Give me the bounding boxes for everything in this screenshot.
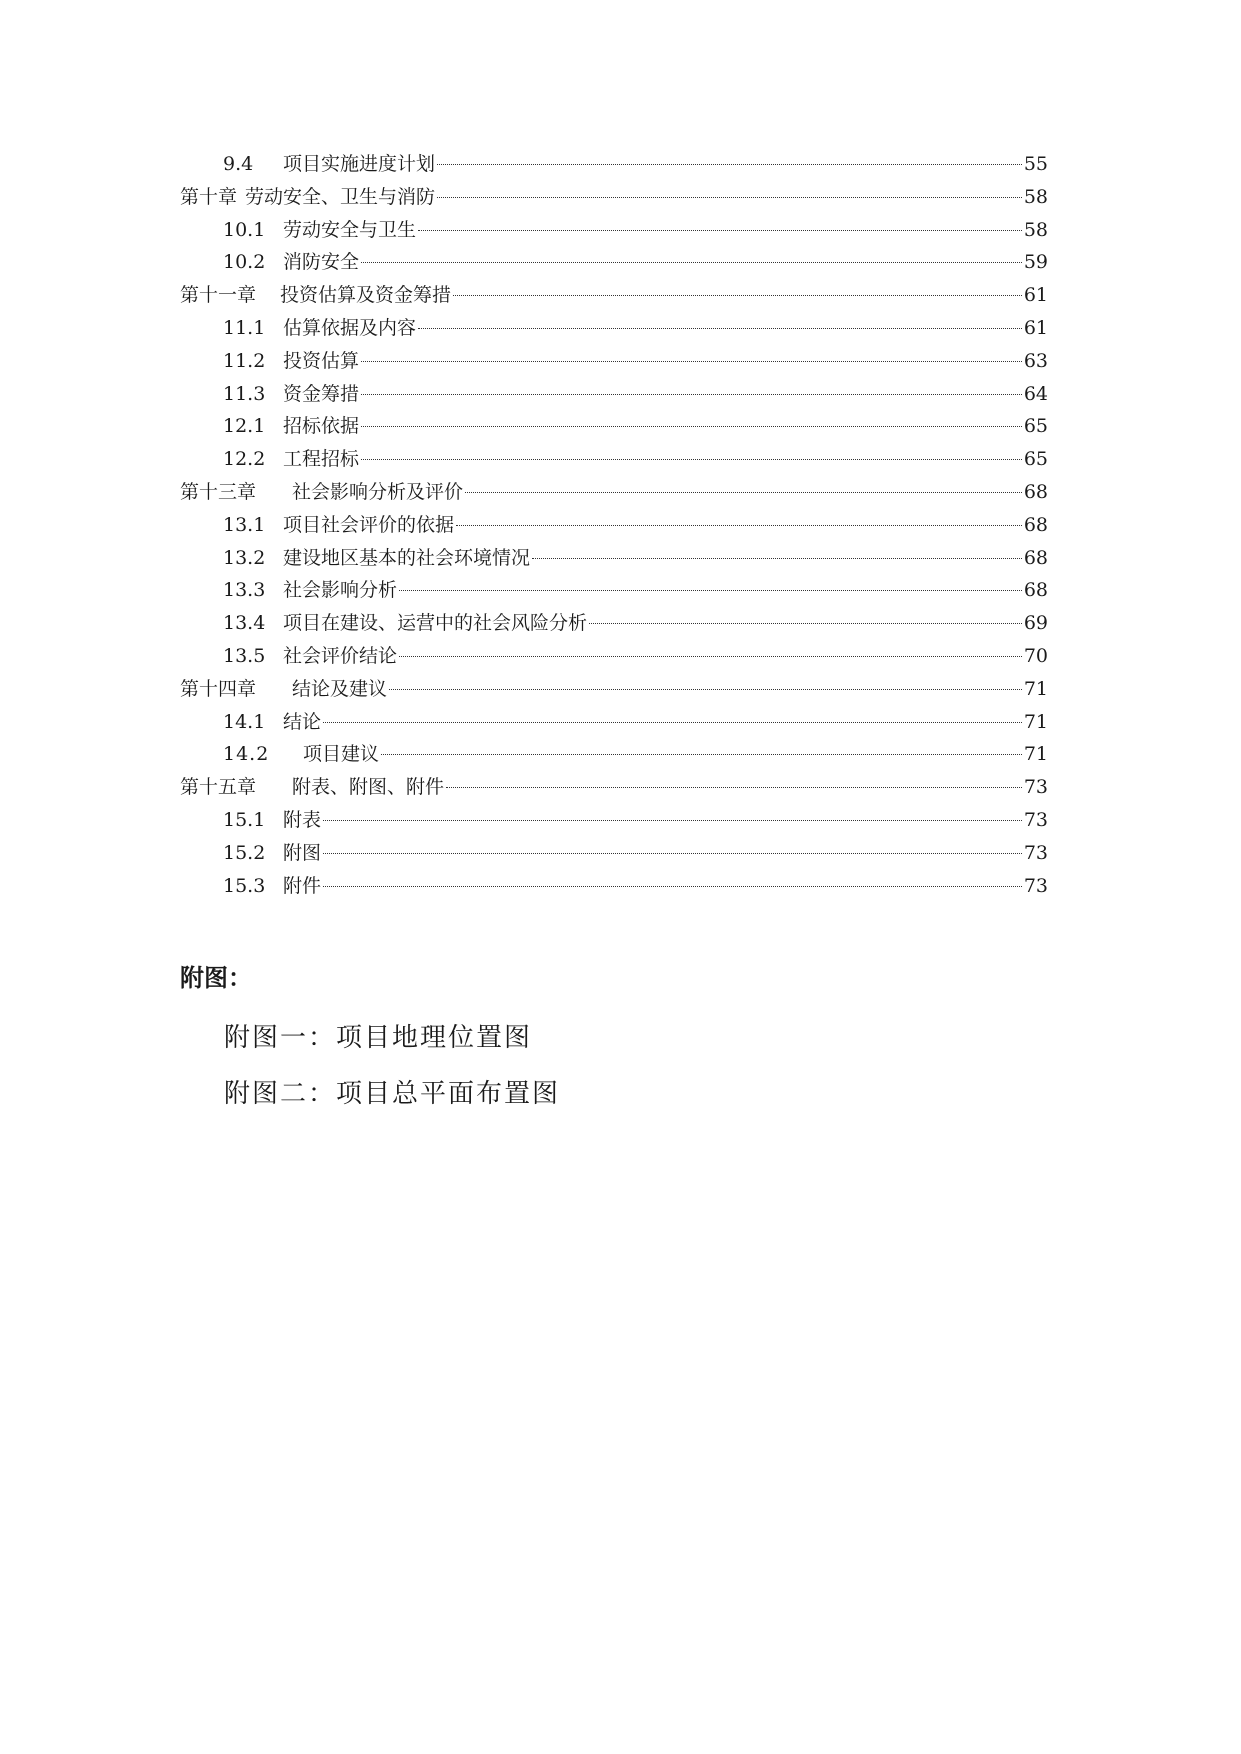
toc-entry-number: 13.4 <box>223 612 266 635</box>
toc-entry-page: 58 <box>1023 218 1048 241</box>
toc-entry-page: 68 <box>1023 480 1048 503</box>
toc-entry-number: 第十一章 <box>180 284 257 307</box>
toc-dot-leader <box>361 262 1022 263</box>
toc-dot-leader <box>437 197 1022 198</box>
toc-entry[interactable] <box>180 738 1048 771</box>
toc-entry-title: 资金筹措 <box>283 382 360 405</box>
toc-entry-title: 项目实施进度计划 <box>283 153 436 175</box>
toc-chapter-entry[interactable] <box>180 673 1048 706</box>
toc-dot-leader <box>465 492 1022 493</box>
toc-entry[interactable] <box>180 148 1048 181</box>
toc-entry-number: 11.1 <box>223 316 266 339</box>
toc-entry-page: 61 <box>1023 316 1048 339</box>
toc-entry[interactable] <box>180 246 1048 279</box>
toc-dot-leader <box>418 230 1022 231</box>
toc-entry-title: 消防安全 <box>283 251 360 274</box>
toc-entry[interactable] <box>180 607 1048 640</box>
toc-entry-title: 社会影响分析 <box>283 579 398 602</box>
toc-entry[interactable] <box>180 410 1048 443</box>
toc-entry-number: 14.2 <box>223 743 270 766</box>
toc-entry-page: 71 <box>1023 677 1048 700</box>
toc-entry-page: 59 <box>1023 251 1048 274</box>
toc-dot-leader <box>446 787 1022 788</box>
toc-entry[interactable] <box>180 837 1048 870</box>
toc-entry-title: 项目社会评价的依据 <box>283 513 455 536</box>
toc-dot-leader <box>323 820 1022 821</box>
table-of-contents <box>180 148 1048 902</box>
toc-entry-page: 65 <box>1023 415 1048 438</box>
toc-entry-title: 投资估算及资金筹措 <box>280 284 452 307</box>
toc-chapter-entry[interactable] <box>180 279 1048 312</box>
toc-entry-page: 73 <box>1023 808 1048 831</box>
toc-entry-number: 第十五章 <box>180 776 257 799</box>
toc-entry[interactable] <box>180 312 1048 345</box>
toc-entry-number: 13.5 <box>223 644 266 667</box>
toc-entry[interactable] <box>180 804 1048 837</box>
toc-entry-page: 61 <box>1023 284 1048 307</box>
toc-entry-title: 结论 <box>283 710 322 733</box>
toc-entry-page: 71 <box>1023 710 1048 733</box>
toc-entry-page: 68 <box>1023 513 1048 536</box>
toc-entry-page: 68 <box>1023 579 1048 602</box>
toc-entry-number: 11.2 <box>223 349 266 372</box>
toc-entry[interactable] <box>180 214 1048 247</box>
toc-dot-leader <box>361 459 1022 460</box>
toc-entry-title: 附表、附图、附件 <box>292 776 445 799</box>
toc-entry-number: 15.3 <box>223 874 266 897</box>
toc-entry-title: 社会评价结论 <box>283 644 398 667</box>
toc-dot-leader <box>381 754 1022 755</box>
toc-entry[interactable] <box>180 574 1048 607</box>
toc-chapter-entry[interactable] <box>180 181 1048 214</box>
appendix-heading: 附图： <box>180 964 252 992</box>
toc-entry[interactable] <box>180 509 1048 542</box>
toc-entry-title: 附表 <box>283 808 322 831</box>
toc-entry-number: 12.1 <box>223 415 266 438</box>
toc-entry-title: 结论及建议 <box>292 677 388 700</box>
toc-entry-title: 建设地区基本的社会环境情况 <box>283 546 531 569</box>
toc-dot-leader <box>361 394 1022 395</box>
toc-dot-leader <box>323 886 1022 887</box>
toc-entry-page: 73 <box>1023 841 1048 864</box>
toc-entry-title: 劳动安全、卫生与消防 <box>245 185 436 208</box>
toc-entry-title: 项目在建设、运营中的社会风险分析 <box>283 612 588 635</box>
toc-dot-leader <box>437 164 1022 165</box>
toc-entry-page: 58 <box>1023 185 1048 208</box>
toc-entry-page: 71 <box>1023 743 1048 766</box>
toc-entry[interactable] <box>180 706 1048 739</box>
toc-dot-leader <box>589 623 1022 624</box>
toc-entry-number: 15.1 <box>223 808 266 831</box>
toc-entry-number: 13.2 <box>223 546 266 569</box>
toc-dot-leader <box>389 689 1022 690</box>
toc-dot-leader <box>361 361 1022 362</box>
toc-entry-title: 劳动安全与卫生 <box>283 218 417 241</box>
toc-entry-page: 68 <box>1023 546 1048 569</box>
toc-dot-leader <box>399 656 1022 657</box>
toc-entry-number: 第十四章 <box>180 677 257 700</box>
toc-dot-leader <box>456 525 1022 526</box>
toc-entry[interactable] <box>180 640 1048 673</box>
toc-entry[interactable] <box>180 443 1048 476</box>
toc-entry-title: 招标依据 <box>283 415 360 438</box>
toc-entry-page: 73 <box>1023 776 1048 799</box>
toc-entry[interactable] <box>180 378 1048 411</box>
toc-dot-leader <box>323 722 1022 723</box>
toc-entry-number: 14.1 <box>223 710 266 733</box>
toc-chapter-entry[interactable] <box>180 771 1048 804</box>
toc-dot-leader <box>418 328 1022 329</box>
toc-dot-leader <box>323 853 1022 854</box>
toc-entry-number: 9.4 <box>223 153 254 175</box>
toc-entry-title: 估算依据及内容 <box>283 316 417 339</box>
toc-entry-number: 第十章 <box>180 185 238 208</box>
toc-entry-number: 13.3 <box>223 579 266 602</box>
toc-entry-title: 投资估算 <box>283 349 360 372</box>
toc-entry-number: 11.3 <box>223 382 266 405</box>
toc-entry[interactable] <box>180 542 1048 575</box>
appendix-figure-item: 附图二：项目总平面布置图 <box>224 1079 561 1109</box>
toc-entry-page: 65 <box>1023 448 1048 471</box>
appendix-figures-section <box>180 960 1040 1122</box>
toc-entry-number: 第十三章 <box>180 480 257 503</box>
toc-entry-number: 10.1 <box>223 218 266 241</box>
toc-entry-page: 55 <box>1023 153 1048 175</box>
toc-dot-leader <box>532 558 1022 559</box>
toc-dot-leader <box>453 295 1022 296</box>
toc-entry-title: 工程招标 <box>283 448 360 471</box>
toc-dot-leader <box>399 590 1022 591</box>
toc-entry-number: 15.2 <box>223 841 266 864</box>
toc-entry-title: 附件 <box>283 874 322 897</box>
toc-entry-page: 69 <box>1023 612 1048 635</box>
toc-entry-title: 项目建议 <box>303 743 380 766</box>
toc-entry-number: 13.1 <box>223 513 266 536</box>
toc-entry-page: 70 <box>1023 644 1048 667</box>
toc-entry[interactable] <box>180 870 1048 903</box>
toc-entry-page: 64 <box>1023 382 1048 405</box>
appendix-figure-item: 附图一：项目地理位置图 <box>224 1023 533 1053</box>
toc-entry-page: 63 <box>1023 349 1048 372</box>
toc-entry-page: 73 <box>1023 874 1048 897</box>
toc-entry-title: 社会影响分析及评价 <box>292 480 464 503</box>
toc-chapter-entry[interactable] <box>180 476 1048 509</box>
toc-entry-number: 10.2 <box>223 251 266 274</box>
toc-entry-number: 12.2 <box>223 448 266 471</box>
toc-entry[interactable] <box>180 345 1048 378</box>
toc-entry-title: 附图 <box>283 841 322 864</box>
toc-dot-leader <box>361 426 1022 427</box>
